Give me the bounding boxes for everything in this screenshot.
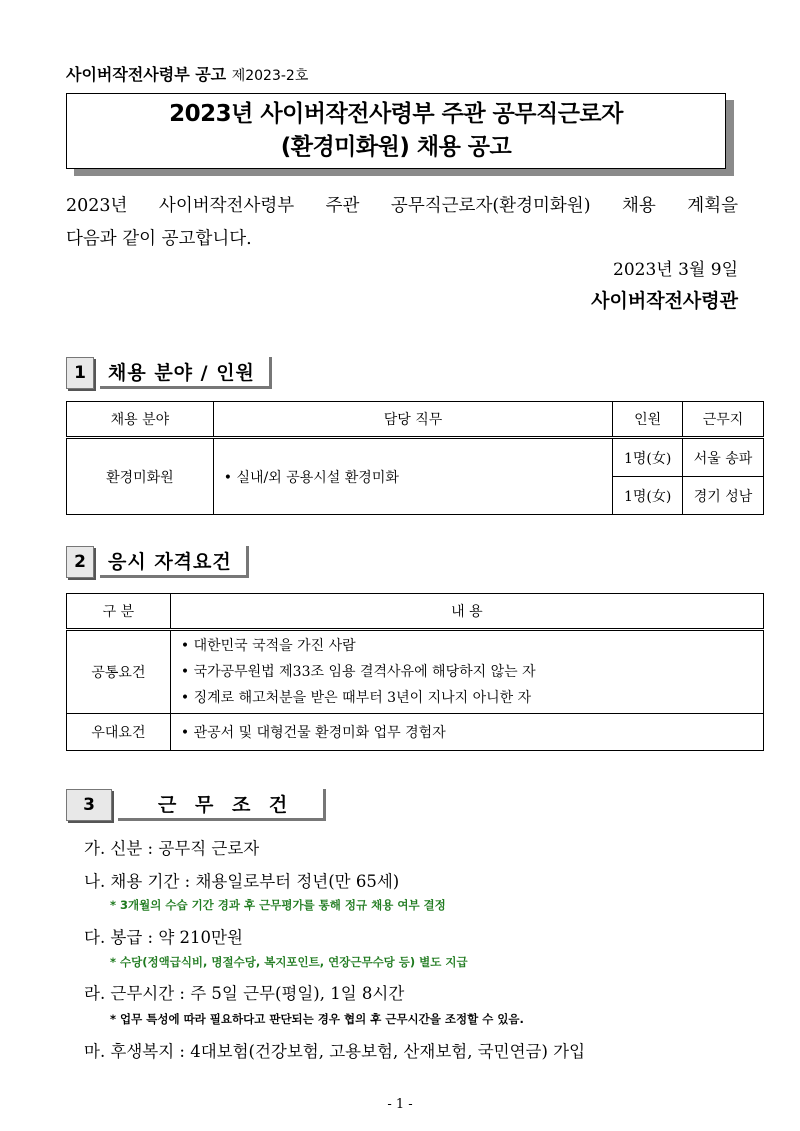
field-cell: 환경미화원	[67, 438, 214, 515]
notice-org: 사이버작전사령부 공고	[66, 65, 227, 84]
period-item: 나. 채용 기간 : 채용일로부터 정년(만 65세)	[84, 872, 400, 891]
common-items	[170, 630, 763, 714]
status-item: 가. 신분 : 공무직 근로자	[84, 839, 260, 858]
title-box	[66, 93, 726, 169]
place-cell: 경기 성남	[683, 477, 764, 515]
header-field: 채용 분야	[67, 402, 214, 438]
notice-no: 제2023-2호	[231, 68, 309, 84]
notice-number	[66, 62, 308, 85]
salary-note: * 수당(정액급식비, 명절수당, 복지포인트, 연장근무수당 등) 별도 지급	[110, 955, 468, 969]
table-header-row	[67, 402, 764, 438]
table-row	[67, 714, 764, 751]
header-count: 인원	[613, 402, 683, 438]
issuer: 사이버작전사령관	[591, 290, 738, 312]
section-2-header	[66, 546, 249, 578]
duty-cell: • 실내/외 공용시설 환경미화	[213, 438, 612, 515]
list-item: • 국가공무원법 제33조 임용 결격사유에 해당하지 않는 자	[180, 664, 536, 680]
recruitment-table	[66, 401, 764, 515]
header-content: 내 용	[170, 594, 763, 630]
section-3-number: 3	[66, 789, 112, 821]
intro-line-1: 2023년 사이버작전사령부 주관 공무직근로자(환경미화원) 채용 계획을	[66, 196, 739, 216]
header-category: 구 분	[67, 594, 171, 630]
header-duty: 담당 직무	[213, 402, 612, 438]
place-cell: 서울 송파	[683, 438, 764, 477]
section-3-title: 근 무 조 건	[118, 789, 326, 821]
count-cell: 1명(女)	[613, 438, 683, 477]
table-row	[67, 438, 764, 477]
title-line-1: 2023년 사이버작전사령부 주관 공무직근로자	[169, 101, 623, 127]
count-cell: 1명(女)	[613, 477, 683, 515]
header-place: 근무지	[683, 402, 764, 438]
section-1-number: 1	[66, 357, 94, 389]
salary-item: 다. 봉급 : 약 210만원	[84, 928, 243, 947]
section-3-header	[66, 789, 326, 821]
list-item: • 징계로 해고처분을 받은 때부터 3년이 지나지 아니한 자	[180, 690, 532, 706]
section-1-header	[66, 357, 272, 389]
intro-line-2: 다음과 같이 공고합니다.	[66, 229, 252, 249]
list-item: • 대한민국 국적을 가진 사람	[180, 638, 356, 654]
pref-label: 우대요건	[67, 714, 171, 751]
table-row	[67, 630, 764, 714]
notice-date: 2023년 3월 9일	[613, 260, 738, 280]
common-label: 공통요건	[67, 630, 171, 714]
period-note: * 3개월의 수습 기간 경과 후 근무평가를 통해 정규 채용 여부 결정	[110, 898, 446, 912]
welfare-item: 마. 후생복지 : 4대보험(건강보험, 고용보험, 산재보험, 국민연금) 가입	[84, 1042, 586, 1061]
title-line-2: (환경미화원) 채용 공고	[280, 134, 512, 160]
hours-item: 라. 근무시간 : 주 5일 근무(평일), 1일 8시간	[84, 984, 405, 1003]
pref-item: • 관공서 및 대형건물 환경미화 업무 경험자	[170, 714, 763, 751]
section-2-title: 응시 자격요건	[100, 546, 249, 578]
section-1-title: 채용 분야 / 인원	[100, 357, 272, 389]
hours-note: * 업무 특성에 따라 필요하다고 판단되는 경우 협의 후 근무시간을 조정할 수 있음.	[110, 1012, 524, 1026]
qualification-table	[66, 593, 764, 751]
section-2-number: 2	[66, 546, 94, 578]
table-header-row	[67, 594, 764, 630]
page-number: - 1 -	[387, 1097, 413, 1112]
